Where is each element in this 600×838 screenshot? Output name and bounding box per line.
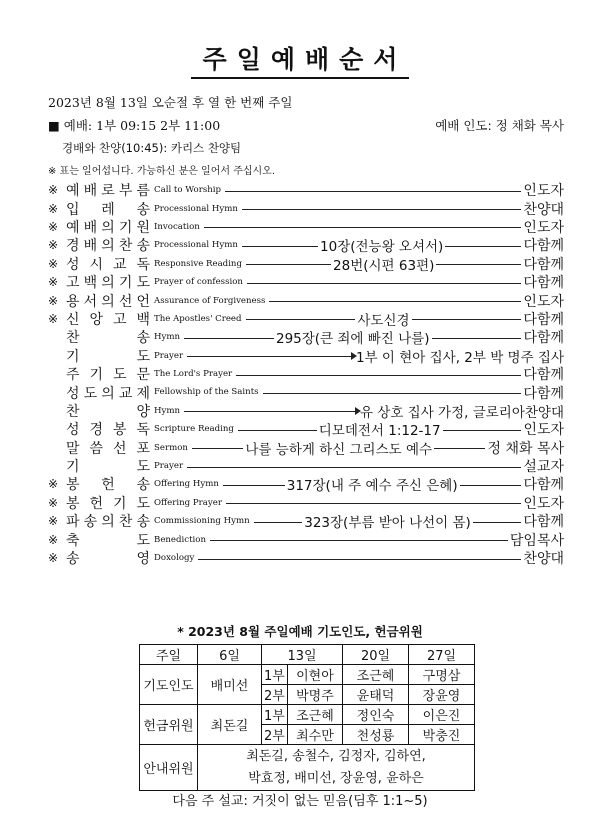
name-char: 영: [136, 551, 150, 568]
leader-line: [192, 448, 243, 449]
item-english-name: Prayer: [154, 350, 184, 361]
stand-mark: ※: [48, 311, 59, 326]
name-char: 배: [83, 219, 98, 236]
item-leader: 인도자: [523, 422, 565, 439]
table-cell: 윤태덕: [343, 685, 409, 705]
row-label: 안내위원: [140, 745, 198, 791]
item-leader: 다함께: [523, 330, 565, 347]
item-detail: 10장(전능왕 오셔서): [320, 239, 444, 256]
table-cell: 장윤영: [409, 685, 475, 705]
leader-line: [242, 209, 522, 210]
item-leader: 담임목사: [509, 532, 564, 549]
leader-line: [238, 430, 317, 431]
order-row: [48, 420, 564, 438]
item-detail: 1부 이 현아 집사, 2부 박 명주 집사: [356, 349, 564, 366]
name-char: 경: [89, 422, 104, 439]
name-char: 고: [112, 311, 127, 328]
name-char: 배: [83, 183, 98, 200]
part-cell: 2부: [262, 685, 288, 705]
item-english-name: The Apostles' Creed: [154, 313, 242, 324]
name-char: 말: [66, 440, 80, 457]
leader-line: [187, 467, 521, 468]
item-english-name: Hymn: [154, 405, 181, 416]
name-char: 성: [66, 256, 80, 273]
leader-line: [412, 319, 522, 320]
committee-title: * 2023년 8월 주일예배 기도인도, 헌금위원: [177, 624, 423, 639]
order-row: [48, 365, 564, 383]
leader-line: [460, 485, 522, 486]
name-char: 의: [101, 219, 115, 236]
leader-line: [184, 411, 358, 412]
leader-line: [184, 338, 274, 339]
item-korean-name: [66, 364, 152, 384]
item-korean-name: [66, 272, 152, 292]
committee-table: [139, 644, 475, 791]
item-english-name: Invocation: [154, 221, 200, 232]
name-char: 시: [89, 256, 104, 273]
item-korean-name: [66, 438, 152, 458]
item-english-name: Call to Worship: [154, 185, 222, 196]
order-row: [48, 383, 564, 401]
item-english-name: Commissioning Hymn: [154, 516, 250, 527]
order-row: [48, 494, 564, 512]
item-detail: 디모데전서 1:12-17: [318, 423, 441, 440]
name-char: 백: [83, 275, 98, 292]
order-row: [48, 475, 564, 493]
item-detail: 사도신경: [357, 312, 410, 329]
order-row: [48, 236, 564, 254]
item-english-name: Prayer: [154, 461, 184, 472]
item-leader: 다함께: [523, 385, 564, 402]
ushers-line: 최돈길, 송철수, 김정자, 김하연,: [246, 748, 426, 764]
name-char: 교: [118, 385, 133, 402]
item-korean-name: [66, 199, 152, 219]
leader-line: [223, 485, 285, 486]
order-row: [48, 347, 564, 365]
item-leader: 찬양대: [523, 551, 564, 568]
item-leader: 인도자: [523, 219, 564, 236]
name-char: 서: [83, 293, 98, 310]
item-leader: 인도자: [523, 495, 564, 512]
item-english-name: Processional Hymn: [154, 203, 238, 214]
item-detail: 28번(시편 63편): [333, 257, 435, 274]
table-cell: 구명삼: [409, 665, 475, 685]
stand-mark: ※: [48, 293, 59, 308]
item-korean-name: [66, 327, 152, 347]
table-cell: 박충진: [409, 725, 475, 745]
leader-line: [246, 264, 331, 265]
leader-line: [254, 522, 303, 523]
order-row: [48, 199, 564, 217]
name-char: 교: [112, 256, 127, 273]
table-row: [140, 745, 475, 791]
name-char: 성: [66, 385, 80, 402]
item-korean-name: [66, 530, 152, 550]
ushers-line: 박효정, 배미선, 장윤영, 윤하은: [248, 770, 424, 786]
name-char: 기: [118, 219, 133, 236]
table-cell: 조근혜: [287, 705, 342, 725]
name-char: 로: [101, 183, 115, 200]
item-korean-name: [66, 401, 152, 421]
item-korean-name: [66, 456, 152, 476]
leader-line: [432, 338, 522, 339]
name-char: 파: [66, 514, 80, 531]
name-char: 축: [66, 532, 80, 549]
header-cell: 27일: [409, 645, 475, 665]
item-korean-name: [66, 383, 152, 403]
name-char: 독: [136, 256, 150, 273]
page-title: 주일예배순서: [0, 40, 600, 76]
name-char: 도: [136, 459, 150, 476]
name-char: 찬: [118, 514, 133, 531]
name-char: 송: [136, 477, 150, 494]
name-char: 도: [136, 495, 150, 512]
item-leader: 정 채화 목사: [487, 440, 564, 457]
item-korean-name: [66, 235, 152, 255]
name-char: 도: [112, 367, 127, 384]
next-sermon: 다음 주 설교: 거짓이 없는 믿음(딤후 1:1~5): [172, 794, 428, 809]
stand-mark: ※: [48, 275, 59, 290]
name-char: 씀: [89, 440, 104, 457]
item-english-name: Fellowship of the Saints: [154, 387, 259, 398]
table-cell: 정인숙: [343, 705, 409, 725]
table-cell: 천성룡: [343, 725, 409, 745]
name-char: 경: [66, 238, 80, 255]
leader-line: [263, 393, 522, 394]
leader-line: [236, 375, 521, 376]
item-english-name: The Lord's Prayer: [154, 369, 233, 380]
item-english-name: Assurance of Forgiveness: [154, 295, 266, 306]
item-korean-name: [66, 309, 152, 329]
order-row: [48, 438, 564, 456]
stand-mark: ※: [48, 551, 59, 565]
table-cell: 조근혜: [343, 665, 409, 685]
item-korean-name: [66, 419, 152, 439]
name-char: 헌: [101, 477, 115, 494]
item-detail: 유 상호 집사 가정, 글로리아찬양대: [359, 404, 564, 421]
item-korean-name: [66, 548, 152, 568]
name-char: 제: [136, 385, 150, 402]
leader-line: [226, 503, 521, 504]
name-char: 문: [136, 367, 150, 384]
name-char: 찬: [118, 238, 133, 255]
leader-line: [445, 246, 521, 247]
item-korean-name: [66, 474, 152, 494]
name-char: 선: [112, 440, 127, 457]
praise-line: 경배와 찬양(10:45): 카리스 찬양팀: [62, 141, 242, 155]
stand-mark: ※: [48, 238, 59, 253]
stand-mark: ※: [48, 532, 59, 547]
table-cell: 최수만: [287, 725, 342, 745]
table-cell: 최돈길: [198, 705, 262, 745]
stand-mark: ※: [48, 256, 59, 271]
table-cell: 배미선: [198, 665, 262, 705]
name-char: 의: [101, 238, 115, 255]
table-cell: 이현아: [287, 665, 342, 685]
item-leader: 다함께: [523, 238, 565, 255]
order-row: [48, 512, 564, 530]
order-row: [48, 218, 564, 236]
item-english-name: Responsive Reading: [154, 258, 242, 269]
name-char: 부: [118, 183, 133, 200]
name-char: 신: [66, 311, 80, 328]
name-char: 포: [136, 440, 150, 457]
row-label: 기도인도: [140, 665, 198, 705]
name-char: 기: [89, 367, 104, 384]
table-row: [140, 665, 475, 685]
name-char: 독: [136, 422, 150, 439]
name-char: 송: [136, 201, 150, 218]
item-korean-name: [66, 254, 152, 274]
order-row: [48, 291, 564, 309]
item-detail: 317장(내 주 예수 주신 은혜): [286, 478, 458, 495]
item-leader: 다함께: [523, 477, 565, 494]
item-leader: 설교자: [523, 459, 564, 476]
name-char: 도: [83, 385, 98, 402]
part-cell: 1부: [262, 705, 288, 725]
leader-line: [434, 448, 485, 449]
item-english-name: Sermon: [154, 442, 188, 453]
order-row: [48, 402, 564, 420]
leader-line: [242, 246, 318, 247]
table-cell: 박명주: [287, 685, 342, 705]
name-char: 도: [136, 348, 150, 365]
part-cell: 1부: [262, 665, 288, 685]
order-row: [48, 328, 564, 346]
name-char: 찬: [66, 330, 80, 347]
name-char: 의: [101, 514, 115, 531]
table-header-row: [140, 645, 475, 665]
order-of-service: [48, 181, 564, 567]
name-char: 송: [136, 514, 150, 531]
header-cell: 주일: [140, 645, 198, 665]
table-cell: 이은진: [409, 705, 475, 725]
leader-line: [269, 301, 521, 302]
leader-line: [247, 283, 521, 284]
order-row: [48, 255, 564, 273]
part-cell: 2부: [262, 725, 288, 745]
name-char: 기: [66, 348, 80, 365]
name-char: 름: [136, 183, 150, 200]
leader-line: [225, 191, 521, 192]
item-korean-name: [66, 493, 152, 513]
name-char: 입: [66, 201, 80, 218]
service-times: ■ 예배: 1부 09:15 2부 11:00: [48, 118, 221, 133]
header-cell: 6일: [198, 645, 262, 665]
leader-line: [187, 356, 354, 357]
name-char: 송: [66, 551, 80, 568]
header-cell: 20일: [343, 645, 409, 665]
stand-mark: ※: [48, 219, 59, 234]
name-char: 선: [118, 293, 133, 310]
stand-mark: ※: [48, 477, 59, 492]
item-english-name: Doxology: [154, 553, 195, 563]
stand-note: ※ 표는 일어섭니다. 가능하신 분은 일어서 주십시오.: [48, 166, 276, 177]
name-char: 봉: [112, 422, 127, 439]
name-char: 기: [66, 459, 80, 476]
order-row: [48, 549, 564, 567]
name-char: 기: [118, 275, 133, 292]
name-char: 예: [66, 219, 80, 236]
item-leader: 인도자: [523, 293, 564, 310]
item-english-name: Hymn: [154, 332, 181, 343]
item-korean-name: [66, 180, 152, 200]
stand-mark: ※: [48, 183, 59, 198]
name-char: 송: [136, 238, 150, 255]
name-char: 언: [136, 293, 150, 310]
stand-mark: ※: [48, 495, 59, 510]
name-char: 용: [66, 293, 80, 310]
name-char: 의: [101, 293, 115, 310]
leader-line: [443, 430, 522, 431]
stand-mark: ※: [48, 201, 59, 216]
order-row: [48, 273, 564, 291]
name-char: 주: [66, 367, 80, 384]
item-detail: 295장(큰 죄에 빠진 나를): [275, 331, 430, 348]
name-char: 레: [101, 201, 115, 218]
name-char: 백: [136, 311, 150, 328]
order-row: [48, 457, 564, 475]
name-char: 송: [83, 514, 98, 531]
name-char: 봉: [66, 477, 80, 494]
item-korean-name: [66, 511, 152, 531]
name-char: 도: [136, 532, 150, 549]
item-english-name: Offering Prayer: [154, 497, 222, 508]
leader-line: [436, 264, 521, 265]
name-char: 헌: [89, 495, 104, 512]
item-english-name: Offering Hymn: [154, 479, 219, 490]
name-char: 성: [66, 422, 80, 439]
order-row: [48, 530, 564, 548]
name-char: 의: [101, 275, 115, 292]
item-detail: 323장(부름 받아 나선이 몸): [304, 515, 471, 532]
leader-line: [204, 227, 522, 228]
leader-line: [198, 559, 521, 560]
table-row: [140, 705, 475, 725]
item-english-name: Prayer of confession: [154, 277, 243, 288]
item-korean-name: [66, 217, 152, 237]
item-leader: 다함께: [523, 514, 564, 531]
item-leader: 다함께: [523, 275, 564, 292]
order-row: [48, 310, 564, 328]
item-leader: 인도자: [523, 183, 564, 200]
name-char: 봉: [66, 495, 80, 512]
item-korean-name: [66, 346, 152, 366]
stand-mark: ※: [48, 514, 59, 529]
order-row: [48, 181, 564, 199]
name-char: 기: [112, 495, 127, 512]
leader-line: [473, 522, 522, 523]
item-english-name: Scripture Reading: [154, 424, 234, 435]
header-cell: 13일: [262, 645, 343, 665]
name-char: 배: [83, 238, 98, 255]
leader-line: [246, 319, 356, 320]
name-char: 도: [136, 275, 150, 292]
item-english-name: Benediction: [154, 534, 206, 545]
name-char: 앙: [89, 311, 104, 328]
item-leader: 다함께: [523, 256, 565, 273]
date-line: 2023년 8월 13일 오순절 후 열 한 번째 주일: [48, 95, 293, 110]
name-char: 양: [136, 403, 150, 420]
leader-line: [210, 540, 508, 541]
name-char: 고: [66, 275, 80, 292]
name-char: 송: [136, 330, 150, 347]
name-char: 찬: [66, 403, 80, 420]
item-detail: 나를 능하게 하신 그리스도 예수: [245, 441, 433, 458]
worship-leader: 예배 인도: 정 채화 목사: [435, 118, 564, 133]
name-char: 원: [136, 219, 150, 236]
row-label: 헌금위원: [140, 705, 198, 745]
item-leader: 찬양대: [523, 201, 564, 218]
item-leader: 다함께: [523, 311, 564, 328]
item-leader: 다함께: [523, 367, 564, 384]
name-char: 예: [66, 183, 80, 200]
item-korean-name: [66, 291, 152, 311]
item-english-name: Processional Hymn: [154, 240, 238, 251]
name-char: 의: [101, 385, 115, 402]
ushers-cell: [198, 745, 475, 791]
